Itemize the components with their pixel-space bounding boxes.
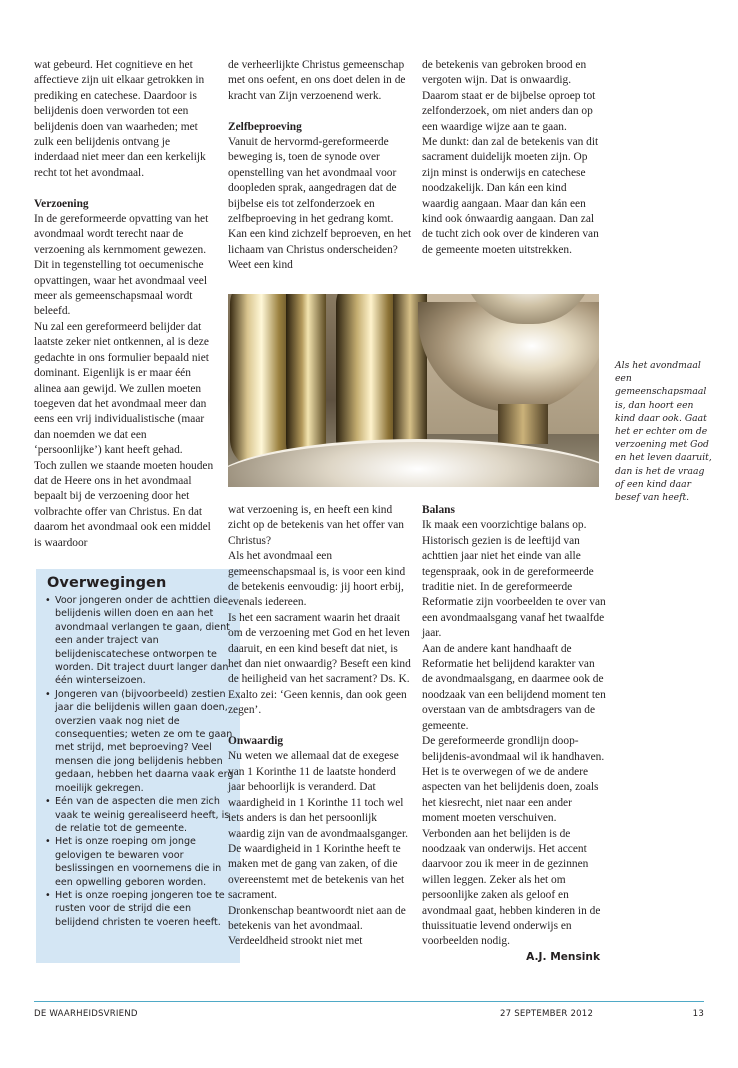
article-column-2-lower — [228, 503, 412, 950]
body-paragraph: wat verzoening is, en heeft een kind zicht op de betekenis van het offer van Christus? — [228, 504, 404, 547]
section-heading-verzoening: Verzoening — [34, 197, 89, 210]
bullet-icon: • — [45, 836, 51, 848]
body-paragraph: wat gebeurd. Het cognitieve en het affectieve zijn uit elkaar getrokken in prediking en catechese. Daardoor is belijdenis doen verworden tot een belijdenis doen van waarheden; met zulk een belijdenis ontvang je inderdaad niet meer dan een kerkelijk recht tot het avondmaal. — [34, 59, 206, 179]
author-signature: A.J. Mensink — [526, 950, 600, 963]
communion-silverware-photo — [228, 294, 599, 487]
article-column-3-lower — [422, 503, 608, 965]
section-heading-onwaardig: Onwaardig — [228, 735, 284, 748]
list-item: • Het is onze roeping jongeren toe te rusten voor de strijd die een belijdend christen te voeren heeft. — [45, 889, 225, 928]
article-column-2 — [228, 58, 412, 274]
body-paragraph: In de gereformeerde opvatting van het avondmaal wordt terecht naar de verzoening als kernmoment gewezen. Dit in tegenstelling tot oecumenische opvattingen, waar het avondmaal veel meer als gemeenschapsmaal wordt beleefd. — [34, 213, 209, 318]
section-heading-balans: Balans — [422, 504, 455, 516]
body-paragraph: Nu weten we allemaal dat de exegese van 1 Korinthe 11 de laatste honderd jaar behoorlijk is veranderd. Dat waardigheid in 1 Korinthe 11 toch wel iets anders is dan het persoonlijk waardig zijn van de avondmaalsganger. De waardigheid in 1 Korinthe heeft te maken met de gang van zaken, of die overeenstemt met de betekenis van het sacrament. — [228, 750, 408, 902]
article-column-3 — [422, 58, 606, 258]
section-heading-zelfbeproeving: Zelfbeproeving — [228, 120, 302, 133]
list-item: • Het is onze roeping om jonge gelovigen te bewaren voor beslissingen en voornemens die in een opwelling geboren worden. — [45, 836, 222, 888]
body-paragraph: Ik maak een voorzichtige balans op. Historisch gezien is de leeftijd van achttien jaar niet het einde van alle tegenspraak, ook in de gereformeerde traditie niet. In de gereformeerde Reformatie zijn voorbeelden te over van een avondmaalsgang vanaf het twaalfde jaar. — [422, 519, 606, 640]
footer-divider — [34, 1001, 704, 1002]
body-paragraph: Me dunkt: dan zal de betekenis van dit sacrament duidelijk moeten zijn. Op zijn minst is onderwijs en catechese noodzakelijk. Dan kán een kind waardig aangaan. Maar dan kán een kind ook ónwaardig aangaan. Dan zal de tucht zich ook over de kinderen van de gemeente moeten uitstrekken. — [422, 136, 599, 256]
body-paragraph: Toch zullen we staande moeten houden dat de Heere ons in het avondmaal bepaalt bij de verzoening door het volbrachte offer van Christus. En dat daarom het avondmaal ook een middel is waardoor — [34, 459, 214, 549]
bullet-icon: • — [45, 796, 51, 808]
pull-quote: Als het avondmaal een gemeenschapsmaal is, dan hoort een kind daar ook. Gaat het er echter om de verzoening met God en het leven daaruit, dan is het de vraag of een kind daar besef van heeft. — [615, 360, 712, 504]
overwegingen-box — [36, 569, 240, 963]
body-paragraph: Als het avondmaal een gemeenschapsmaal is, is voor een kind de betekenis eenvoudig: jij hoort erbij, evenals iedereen. — [228, 550, 406, 609]
bullet-icon: • — [45, 688, 51, 700]
page-footer — [34, 1009, 704, 1023]
list-item: • Eén van de aspecten die men zich vaak te weinig gerealiseerd heeft, is de relatie tot de gemeente. — [45, 796, 230, 834]
list-item: • Jongeren van (bijvoorbeeld) zestien jaar die belijdenis willen gaan doen, overzien vaak nog niet de consequenties; weten ze om te gaan met strijd, met beproeving? Veel mensen die jong belijdenis hebben gedaan, hebben het daarna vaak erg moeilijk gekregen. — [45, 688, 234, 794]
issue-date: 27 SEPTEMBER 2012 — [500, 1009, 594, 1019]
body-paragraph: Aan de andere kant handhaaft de Reformatie het belijdend karakter van de avondmaalsgang, en daarmee ook de noodzaak van een belijdend moment ten overstaan van de ambtsdragers van de gemeente. — [422, 642, 606, 732]
bullet-icon: • — [45, 595, 51, 606]
bullet-icon: • — [45, 889, 51, 901]
body-paragraph: de betekenis van gebroken brood en vergoten wijn. Dat is onwaardig. Daarom staat er de bijbelse oproep tot zelfonderzoek, om niet anders dan op een waardige wijze aan te gaan. — [422, 59, 596, 133]
body-paragraph: Nu zal een gereformeerd belijder dat laatste zeker niet ontkennen, al is deze gedachte in ons formulier bepaald niet dominant. Eigenlijk is er maar één alinea aan gewijd. We zullen moeten toegeven dat het avondmaal meer dan eens een vrij individualistische (maar dan noemden we dat een ‘persoonlijke’) kant heeft gehad. — [34, 320, 209, 457]
sidebox-title: Overwegingen — [47, 575, 167, 591]
body-paragraph: Is het een sacrament waarin het draait om de verzoening met God en het leven daaruit, en een kind beseft dat niet, is het dan niet onwaardig? Beseft een kind de heiligheid van het sacrament? Ds. K. Exalto zei: ‘Geen kennis, dan ook geen zegen’. — [228, 611, 411, 717]
body-paragraph: De gereformeerde grondlijn doop-belijdenis-avondmaal wil ik handhaven. Het is te overwegen of we de andere aspecten van het belijdenis doen, zoals het kiesrecht, niet naar een ander moment moeten verschuiven. — [422, 735, 605, 825]
article-column-1 — [34, 58, 216, 551]
publication-name: DE WAARHEIDSVRIEND — [34, 1009, 138, 1019]
page-number: 13 — [692, 1009, 704, 1019]
body-paragraph: Verbonden aan het belijden is de noodzaak van onderwijs. Het accent daarvoor zou ik meer in de gezinnen willen leggen. Zeker als het om persoonlijke zaken als geloof en avondmaal gaat, hebben kinderen in de thuissituatie levend onderwijs en voorbeelden nodig. — [422, 827, 601, 948]
list-item: • Voor jongeren onder de achttien die belijdenis willen doen en aan het avondmaal verlangen te gaan, dient een ander traject van belijdeniscatechese ontworpen te worden. Dit traject duurt langer dan één winterseizoen. — [45, 595, 230, 687]
body-paragraph: de verheerlijkte Christus gemeenschap met ons oefent, en ons doet delen in de kracht van Zijn verzoenend werk. — [228, 59, 406, 102]
sidebox-list — [45, 594, 237, 929]
body-paragraph: Vanuit de hervormd-gereformeerde beweging is, toen de synode over openstelling van het avondmaal voor doopleden sprak, aangedragen dat de bijbelse eis tot zelfonderzoek en zelfbeproeving in het gedrang komt. Kan een kind zichzelf beproeven, en het lichaam van Christus onderscheiden? Weet een kind — [228, 136, 412, 272]
body-paragraph: Dronkenschap beantwoordt niet aan de betekenis van het avondmaal. Verdeeldheid strookt niet met — [228, 904, 406, 948]
